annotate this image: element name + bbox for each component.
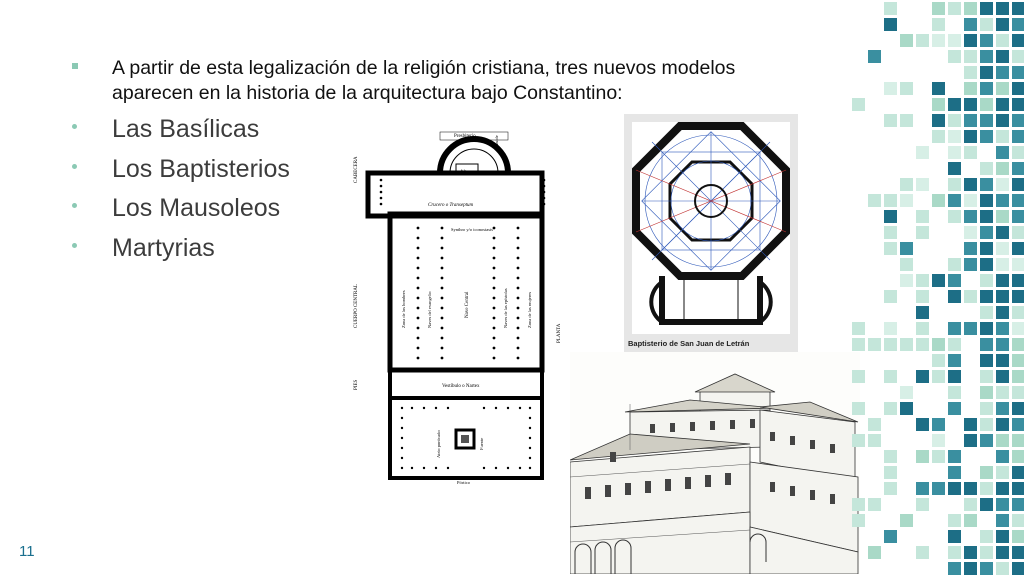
mosaic-tile bbox=[1012, 114, 1024, 127]
mosaic-tile bbox=[948, 530, 961, 543]
mosaic-tile bbox=[900, 114, 913, 127]
mosaic-tile bbox=[916, 482, 929, 495]
mosaic-tile bbox=[900, 178, 913, 191]
mosaic-tile bbox=[980, 386, 993, 399]
mosaic-tile bbox=[996, 498, 1009, 511]
plan-label-naves-epistolas: Naves de las epístolas bbox=[503, 288, 508, 328]
mosaic-tile bbox=[1012, 450, 1024, 463]
mosaic-tile bbox=[948, 466, 961, 479]
mosaic-tile bbox=[996, 386, 1009, 399]
mosaic-tile bbox=[932, 194, 945, 207]
mosaic-tile bbox=[996, 514, 1009, 527]
plan-label-zona-mujeres: Zona de las mujeres bbox=[527, 291, 532, 328]
mosaic-tile bbox=[964, 434, 977, 447]
mosaic-tile bbox=[900, 386, 913, 399]
mosaic-tile bbox=[948, 162, 961, 175]
mosaic-tile bbox=[868, 546, 881, 559]
mosaic-tile bbox=[996, 114, 1009, 127]
mosaic-tile bbox=[996, 306, 1009, 319]
mosaic-tile bbox=[884, 2, 897, 15]
mosaic-tile bbox=[996, 466, 1009, 479]
mosaic-tile bbox=[852, 322, 865, 335]
mosaic-tile bbox=[1012, 546, 1024, 559]
mosaic-tile bbox=[948, 130, 961, 143]
mosaic-tile bbox=[1012, 434, 1024, 447]
mosaic-tile bbox=[1012, 162, 1024, 175]
mosaic-tile bbox=[948, 290, 961, 303]
mosaic-tile bbox=[964, 130, 977, 143]
plan-label-planta: PLANTA bbox=[557, 323, 562, 343]
mosaic-tile bbox=[852, 338, 865, 351]
mosaic-tile bbox=[996, 338, 1009, 351]
mosaic-tile bbox=[1012, 226, 1024, 239]
mosaic-tile bbox=[916, 418, 929, 431]
mosaic-tile bbox=[964, 146, 977, 159]
mosaic-tile bbox=[884, 322, 897, 335]
mosaic-tile bbox=[964, 98, 977, 111]
mosaic-tile bbox=[964, 258, 977, 271]
plan-label-altar: Altar bbox=[460, 170, 471, 175]
mosaic-tile bbox=[964, 546, 977, 559]
mosaic-tile bbox=[916, 34, 929, 47]
mosaic-tile bbox=[932, 274, 945, 287]
mosaic-tile bbox=[1012, 306, 1024, 319]
mosaic-tile bbox=[1012, 418, 1024, 431]
mosaic-tile bbox=[964, 226, 977, 239]
mosaic-tile bbox=[868, 498, 881, 511]
mosaic-tile bbox=[996, 2, 1009, 15]
mosaic-tile bbox=[884, 482, 897, 495]
mosaic-tile bbox=[996, 66, 1009, 79]
mosaic-tile bbox=[964, 2, 977, 15]
mosaic-tile bbox=[996, 98, 1009, 111]
mosaic-tile bbox=[1012, 178, 1024, 191]
mosaic-tile bbox=[948, 482, 961, 495]
mosaic-tile bbox=[980, 114, 993, 127]
mosaic-tile bbox=[932, 370, 945, 383]
mosaic-tile bbox=[900, 274, 913, 287]
mosaic-tile bbox=[996, 450, 1009, 463]
mosaic-tile bbox=[1012, 514, 1024, 527]
mosaic-tile bbox=[996, 34, 1009, 47]
mosaic-tile bbox=[1012, 146, 1024, 159]
mosaic-tile bbox=[884, 290, 897, 303]
mosaic-tile bbox=[980, 418, 993, 431]
mosaic-tile bbox=[1012, 258, 1024, 271]
mosaic-tile bbox=[884, 242, 897, 255]
intro-text: A partir de esta legalización de la religión cristiana, tres nuevos modelos aparecen en la historia de la arquitectura bajo Constantino: bbox=[112, 57, 736, 104]
mosaic-tile bbox=[948, 98, 961, 111]
mosaic-tile bbox=[980, 466, 993, 479]
mosaic-tile bbox=[900, 82, 913, 95]
mosaic-tile bbox=[996, 258, 1009, 271]
mosaic-tile bbox=[1012, 498, 1024, 511]
mosaic-tile bbox=[1012, 98, 1024, 111]
mosaic-tile bbox=[996, 354, 1009, 367]
mosaic-tile bbox=[932, 354, 945, 367]
mosaic-tile bbox=[900, 258, 913, 271]
mosaic-tile bbox=[996, 562, 1009, 575]
mosaic-tile bbox=[996, 226, 1009, 239]
mosaic-tile bbox=[884, 18, 897, 31]
mosaic-tile bbox=[900, 242, 913, 255]
mosaic-tile bbox=[964, 418, 977, 431]
mosaic-tile bbox=[980, 530, 993, 543]
mosaic-tile bbox=[884, 226, 897, 239]
baptistery-caption: Baptisterio de San Juan de Letrán bbox=[628, 339, 750, 348]
mosaic-tile bbox=[916, 546, 929, 559]
mosaic-tile bbox=[1012, 130, 1024, 143]
mosaic-tile bbox=[964, 178, 977, 191]
mosaic-tile bbox=[900, 402, 913, 415]
mosaic-tile bbox=[996, 210, 1009, 223]
mosaic-tile bbox=[964, 66, 977, 79]
mosaic-tile bbox=[868, 194, 881, 207]
plan-label-synthro: Synthro y/o iconostasis bbox=[451, 227, 494, 232]
mosaic-tile bbox=[1012, 34, 1024, 47]
mosaic-tile bbox=[948, 562, 961, 575]
mosaic-tile bbox=[980, 18, 993, 31]
plan-label-naves-evangelio: Naves del evangelio bbox=[427, 291, 432, 328]
mosaic-tile bbox=[996, 546, 1009, 559]
mosaic-tile bbox=[852, 434, 865, 447]
mosaic-tile bbox=[916, 370, 929, 383]
mosaic-tile bbox=[1012, 530, 1024, 543]
basilica-sketch-image bbox=[570, 352, 860, 574]
mosaic-tile bbox=[916, 306, 929, 319]
mosaic-tile bbox=[1012, 338, 1024, 351]
mosaic-tile bbox=[980, 290, 993, 303]
mosaic-tile bbox=[900, 514, 913, 527]
mosaic-tile bbox=[964, 322, 977, 335]
mosaic-tile bbox=[884, 82, 897, 95]
mosaic-tile bbox=[980, 162, 993, 175]
mosaic-tile bbox=[1012, 322, 1024, 335]
plan-label-pies: PIES bbox=[354, 379, 359, 390]
mosaic-tile bbox=[868, 338, 881, 351]
mosaic-tile bbox=[900, 34, 913, 47]
mosaic-tile bbox=[916, 450, 929, 463]
mosaic-tile bbox=[996, 322, 1009, 335]
mosaic-tile bbox=[980, 2, 993, 15]
mosaic-tile bbox=[948, 370, 961, 383]
mosaic-tile bbox=[964, 498, 977, 511]
mosaic-tile bbox=[916, 338, 929, 351]
mosaic-tile bbox=[996, 290, 1009, 303]
mosaic-tile bbox=[964, 50, 977, 63]
bullet-dot-icon bbox=[72, 243, 77, 248]
mosaic-tile bbox=[916, 274, 929, 287]
mosaic-tile bbox=[948, 258, 961, 271]
mosaic-tile bbox=[948, 546, 961, 559]
mosaic-tile bbox=[980, 306, 993, 319]
mosaic-tile bbox=[1012, 50, 1024, 63]
mosaic-tile bbox=[964, 34, 977, 47]
mosaic-tile bbox=[996, 530, 1009, 543]
mosaic-tile bbox=[964, 210, 977, 223]
mosaic-tile bbox=[980, 274, 993, 287]
mosaic-tile bbox=[980, 210, 993, 223]
mosaic-tile bbox=[964, 562, 977, 575]
mosaic-tile bbox=[916, 226, 929, 239]
mosaic-tile bbox=[948, 402, 961, 415]
mosaic-tile bbox=[980, 322, 993, 335]
bullet-dot-icon bbox=[72, 124, 77, 129]
bullet-dot-icon bbox=[72, 164, 77, 169]
mosaic-tile bbox=[964, 114, 977, 127]
mosaic-tile bbox=[980, 338, 993, 351]
mosaic-tile bbox=[980, 98, 993, 111]
baptistery-figure bbox=[624, 114, 798, 352]
mosaic-tile bbox=[996, 178, 1009, 191]
mosaic-tile bbox=[964, 18, 977, 31]
mosaic-tile bbox=[996, 482, 1009, 495]
mosaic-tile bbox=[932, 34, 945, 47]
plan-label-portico: Pórtico bbox=[457, 480, 470, 485]
mosaic-tile bbox=[964, 482, 977, 495]
mosaic-tile bbox=[948, 386, 961, 399]
mosaic-tile bbox=[884, 210, 897, 223]
plan-label-vestibulo: Vestíbulo o Nartex bbox=[442, 384, 480, 389]
plan-label-absid: Ábside bbox=[494, 135, 499, 148]
mosaic-tile bbox=[1012, 354, 1024, 367]
mosaic-tile bbox=[996, 418, 1009, 431]
mosaic-tile bbox=[996, 274, 1009, 287]
bullet-label: Los Baptisterios bbox=[112, 154, 290, 183]
mosaic-tile bbox=[964, 242, 977, 255]
mosaic-tile bbox=[916, 210, 929, 223]
mosaic-tile bbox=[1012, 482, 1024, 495]
mosaic-tile bbox=[1012, 402, 1024, 415]
plan-label-zona-hombres: Zona de los hombres bbox=[401, 290, 406, 328]
plan-label-fuente: Fuente bbox=[479, 437, 484, 450]
bullet-label: Las Basílicas bbox=[112, 115, 260, 143]
mosaic-tile bbox=[932, 130, 945, 143]
mosaic-tile bbox=[996, 402, 1009, 415]
mosaic-tile bbox=[1012, 562, 1024, 575]
mosaic-tile bbox=[868, 434, 881, 447]
mosaic-tile bbox=[980, 402, 993, 415]
mosaic-tile bbox=[932, 18, 945, 31]
mosaic-tile bbox=[948, 146, 961, 159]
mosaic-tile bbox=[980, 194, 993, 207]
decorative-mosaic bbox=[850, 0, 1024, 576]
plan-label-cabecera: CABECERA bbox=[354, 156, 359, 183]
mosaic-tile bbox=[1012, 386, 1024, 399]
mosaic-tile bbox=[996, 18, 1009, 31]
mosaic-tile bbox=[932, 98, 945, 111]
mosaic-tile bbox=[980, 258, 993, 271]
mosaic-tile bbox=[948, 2, 961, 15]
mosaic-tile bbox=[932, 114, 945, 127]
mosaic-tile bbox=[996, 370, 1009, 383]
mosaic-tile bbox=[884, 370, 897, 383]
square-bullet-icon bbox=[72, 63, 78, 69]
mosaic-tile bbox=[980, 562, 993, 575]
bullet-label: Martyrias bbox=[112, 233, 215, 262]
mosaic-tile bbox=[948, 450, 961, 463]
mosaic-tile bbox=[948, 514, 961, 527]
mosaic-tile bbox=[932, 434, 945, 447]
mosaic-tile bbox=[884, 402, 897, 415]
mosaic-tile bbox=[1012, 82, 1024, 95]
mosaic-tile bbox=[852, 402, 865, 415]
mosaic-tile bbox=[996, 146, 1009, 159]
mosaic-tile bbox=[980, 370, 993, 383]
mosaic-tile bbox=[948, 178, 961, 191]
mosaic-tile bbox=[980, 498, 993, 511]
mosaic-tile bbox=[916, 322, 929, 335]
plan-label-presbiterio: Presbiterio bbox=[454, 134, 476, 139]
plan-label-cuerpo: CUERPO CENTRAL bbox=[354, 283, 359, 328]
mosaic-tile bbox=[980, 66, 993, 79]
mosaic-tile bbox=[964, 290, 977, 303]
mosaic-tile bbox=[884, 530, 897, 543]
mosaic-tile bbox=[916, 178, 929, 191]
mosaic-tile bbox=[1012, 18, 1024, 31]
mosaic-tile bbox=[996, 130, 1009, 143]
mosaic-tile bbox=[916, 498, 929, 511]
mosaic-tile bbox=[964, 514, 977, 527]
mosaic-tile bbox=[996, 82, 1009, 95]
mosaic-tile bbox=[980, 82, 993, 95]
mosaic-tile bbox=[996, 194, 1009, 207]
mosaic-tile bbox=[948, 322, 961, 335]
mosaic-tile bbox=[932, 82, 945, 95]
plan-label-atrio: Atrio porticado bbox=[436, 430, 441, 458]
mosaic-tile bbox=[916, 290, 929, 303]
mosaic-tile bbox=[900, 194, 913, 207]
mosaic-tile bbox=[948, 338, 961, 351]
mosaic-tile bbox=[1012, 2, 1024, 15]
mosaic-tile bbox=[964, 194, 977, 207]
mosaic-tile bbox=[1012, 210, 1024, 223]
mosaic-tile bbox=[948, 194, 961, 207]
mosaic-tile bbox=[996, 242, 1009, 255]
bullet-label: Los Mausoleos bbox=[112, 194, 281, 222]
mosaic-tile bbox=[996, 50, 1009, 63]
mosaic-tile bbox=[948, 34, 961, 47]
mosaic-tile bbox=[948, 210, 961, 223]
mosaic-tile bbox=[980, 130, 993, 143]
mosaic-tile bbox=[932, 450, 945, 463]
mosaic-tile bbox=[980, 34, 993, 47]
mosaic-tile bbox=[884, 114, 897, 127]
mosaic-tile bbox=[884, 338, 897, 351]
mosaic-tile bbox=[980, 226, 993, 239]
mosaic-tile bbox=[980, 482, 993, 495]
mosaic-tile bbox=[852, 370, 865, 383]
mosaic-tile bbox=[948, 114, 961, 127]
mosaic-tile bbox=[884, 194, 897, 207]
mosaic-tile bbox=[980, 178, 993, 191]
mosaic-tile bbox=[980, 546, 993, 559]
mosaic-tile bbox=[852, 514, 865, 527]
page-number: 11 bbox=[19, 543, 35, 560]
mosaic-tile bbox=[932, 418, 945, 431]
mosaic-tile bbox=[980, 434, 993, 447]
bullet-dot-icon bbox=[72, 203, 77, 208]
mosaic-tile bbox=[916, 146, 929, 159]
mosaic-tile bbox=[980, 242, 993, 255]
mosaic-tile bbox=[948, 50, 961, 63]
mosaic-tile bbox=[1012, 242, 1024, 255]
mosaic-tile bbox=[932, 2, 945, 15]
mosaic-tile bbox=[948, 354, 961, 367]
mosaic-tile bbox=[932, 482, 945, 495]
mosaic-tile bbox=[868, 418, 881, 431]
mosaic-tile bbox=[1012, 274, 1024, 287]
mosaic-tile bbox=[868, 50, 881, 63]
basilica-floor-plan bbox=[348, 128, 566, 486]
mosaic-tile bbox=[980, 50, 993, 63]
mosaic-tile bbox=[996, 434, 1009, 447]
baptistery-plan-image bbox=[632, 122, 790, 334]
mosaic-tile bbox=[852, 498, 865, 511]
mosaic-tile bbox=[948, 274, 961, 287]
mosaic-tile bbox=[884, 450, 897, 463]
mosaic-tile bbox=[1012, 466, 1024, 479]
mosaic-tile bbox=[980, 354, 993, 367]
plan-label-crucero: Crucero o Transeptum bbox=[428, 203, 474, 208]
mosaic-tile bbox=[852, 98, 865, 111]
mosaic-tile bbox=[884, 466, 897, 479]
plan-label-nave-central: Nave Central bbox=[465, 291, 470, 318]
mosaic-tile bbox=[900, 338, 913, 351]
mosaic-tile bbox=[932, 338, 945, 351]
mosaic-tile bbox=[1012, 66, 1024, 79]
mosaic-tile bbox=[1012, 290, 1024, 303]
mosaic-tile bbox=[996, 162, 1009, 175]
mosaic-tile bbox=[1012, 370, 1024, 383]
mosaic-tile bbox=[964, 82, 977, 95]
mosaic-tile bbox=[1012, 194, 1024, 207]
intro-bullet bbox=[72, 56, 812, 106]
